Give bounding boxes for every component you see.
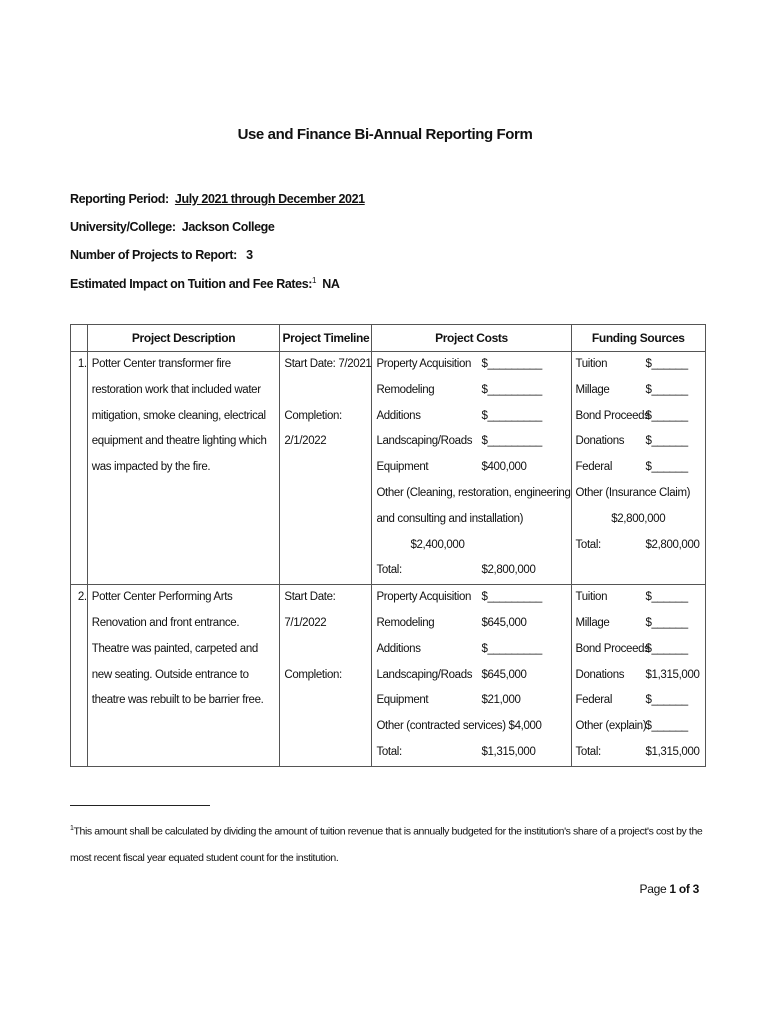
cost-amount: $_________ bbox=[481, 358, 542, 370]
fund-label: Millage bbox=[575, 616, 610, 629]
footnote-marker: 1 bbox=[70, 825, 74, 832]
cost-label: Remodeling bbox=[376, 616, 435, 629]
fund-label: Other (explain) bbox=[575, 720, 647, 733]
footnote-ref: 1 bbox=[312, 276, 317, 285]
projects-count bbox=[70, 248, 253, 262]
project-costs bbox=[372, 585, 571, 767]
fund-amount: $______ bbox=[645, 694, 688, 707]
fund-donations bbox=[572, 663, 706, 689]
cost-amount: $_________ bbox=[481, 435, 542, 448]
college bbox=[70, 220, 274, 234]
fund-tuition bbox=[572, 585, 706, 611]
fund-bond bbox=[572, 637, 706, 663]
fund-total-label: Total: bbox=[575, 745, 601, 758]
fund-total bbox=[572, 533, 706, 559]
completion-date: 2/1/2022 bbox=[284, 435, 327, 448]
fund-total-amount: $1,315,000 bbox=[645, 745, 700, 758]
fund-federal bbox=[572, 688, 706, 714]
cost-amount: $400,000 bbox=[481, 461, 527, 474]
completion-label: Completion: bbox=[284, 668, 342, 681]
fund-total bbox=[572, 740, 706, 766]
cost-amount: $_________ bbox=[481, 409, 542, 422]
fund-label: Donations bbox=[575, 668, 625, 681]
cost-label: Equipment bbox=[376, 461, 429, 474]
reporting-period bbox=[70, 192, 365, 206]
fund-label: Donations bbox=[575, 435, 625, 448]
fund-amount: $______ bbox=[645, 591, 688, 604]
projects-count-value: 3 bbox=[246, 248, 253, 262]
footnote-text: This amount shall be calculated by dividing the amount of tuition revenue that is annually budgeted for the institution's share of a project's cost by the most recent fiscal year equated student count for the institution. bbox=[70, 825, 703, 864]
fund-amount: $______ bbox=[645, 642, 688, 655]
cost-total bbox=[372, 558, 570, 584]
cost-amount: $645,000 bbox=[481, 668, 527, 681]
fund-donations bbox=[572, 429, 706, 455]
footnote bbox=[70, 816, 710, 871]
fund-amount: $1,315,000 bbox=[645, 668, 700, 681]
cost-other-label: Other (Cleaning, restoration, engineering bbox=[376, 486, 571, 499]
fund-total-label: Total: bbox=[575, 538, 601, 551]
fund-bond bbox=[572, 404, 706, 430]
cost-property bbox=[372, 585, 570, 611]
cost-property bbox=[372, 352, 570, 378]
cost-amount: $_________ bbox=[481, 642, 542, 655]
fund-amount: $______ bbox=[645, 358, 688, 370]
funding-sources bbox=[571, 585, 706, 767]
projects-count-label: Number of Projects to Report: bbox=[70, 248, 237, 262]
fund-total-amount: $2,800,000 bbox=[645, 538, 700, 551]
fund-amount: $______ bbox=[645, 383, 688, 396]
cost-label: Additions bbox=[376, 409, 421, 422]
projects-table bbox=[70, 324, 706, 767]
cost-total bbox=[372, 740, 570, 766]
college-value: Jackson College bbox=[181, 220, 275, 234]
cost-additions bbox=[372, 404, 570, 430]
cost-other-label-cont: and consulting and installation) bbox=[376, 512, 524, 525]
cost-landscaping bbox=[372, 663, 570, 689]
cost-additions bbox=[372, 637, 570, 663]
description-text: Potter Center transformer fire restoration work that included water mitigation, smoke cleaning, electrical equipment and theatre lighting which was impacted by the fire. bbox=[91, 358, 267, 474]
fund-label: Millage bbox=[575, 383, 610, 396]
cost-other: Other (contracted services) $4,000 bbox=[376, 720, 542, 733]
fund-millage bbox=[572, 611, 706, 637]
table-header-row bbox=[71, 325, 706, 352]
cost-label: Remodeling bbox=[376, 383, 435, 396]
page-total: 3 bbox=[692, 882, 699, 896]
footnote-divider bbox=[70, 805, 210, 806]
page-label: Page bbox=[639, 882, 667, 896]
fund-other bbox=[572, 714, 706, 740]
page-of: of bbox=[678, 882, 690, 896]
cost-equipment bbox=[372, 688, 570, 714]
page-number bbox=[640, 882, 699, 896]
fund-tuition bbox=[572, 352, 706, 378]
cost-amount: $645,000 bbox=[481, 616, 527, 629]
completion-label: Completion: bbox=[284, 409, 342, 422]
project-description bbox=[87, 352, 280, 585]
cost-total-label: Total: bbox=[376, 745, 402, 758]
header-funding: Funding Sources bbox=[571, 325, 706, 352]
row-number: 2. bbox=[71, 585, 88, 767]
cost-other-amount: $2,400,000 bbox=[410, 538, 465, 551]
cost-landscaping bbox=[372, 429, 570, 455]
cost-label: Equipment bbox=[376, 694, 429, 707]
cost-label: Landscaping/Roads bbox=[376, 435, 473, 448]
fund-label: Tuition bbox=[575, 591, 608, 604]
header-description: Project Description bbox=[87, 325, 280, 352]
fund-other-amount: $2,800,000 bbox=[611, 512, 666, 525]
row-number: 1. bbox=[71, 352, 88, 585]
project-costs bbox=[372, 352, 571, 585]
cost-label: Property Acquisition bbox=[376, 591, 472, 604]
header-number bbox=[71, 325, 88, 352]
fund-millage bbox=[572, 378, 706, 404]
form-title: Use and Finance Bi-Annual Reporting Form bbox=[237, 126, 533, 143]
start-date-label: Start Date: bbox=[284, 591, 336, 604]
cost-remodeling bbox=[372, 378, 570, 404]
fund-amount: $______ bbox=[645, 409, 688, 422]
tuition-impact-value: NA bbox=[322, 277, 340, 292]
fund-label: Bond Proceeds bbox=[575, 409, 650, 422]
cost-label: Landscaping/Roads bbox=[376, 668, 473, 681]
funding-sources bbox=[571, 352, 706, 585]
fund-label: Tuition bbox=[575, 358, 608, 370]
cost-label: Property Acquisition bbox=[376, 358, 472, 370]
cost-total-amount: $2,800,000 bbox=[481, 564, 536, 577]
fund-label: Federal bbox=[575, 694, 613, 707]
reporting-period-label: Reporting Period: bbox=[70, 192, 169, 206]
cost-remodeling bbox=[372, 611, 570, 637]
cost-amount: $_________ bbox=[481, 383, 542, 396]
college-label: University/College: bbox=[70, 220, 176, 234]
fund-amount: $______ bbox=[645, 461, 688, 474]
fund-amount: $______ bbox=[645, 616, 688, 629]
page-current: 1 bbox=[669, 882, 676, 896]
fund-amount: $______ bbox=[645, 720, 688, 733]
fund-amount: $______ bbox=[645, 435, 688, 448]
project-description bbox=[87, 585, 280, 767]
cost-label: Additions bbox=[376, 642, 421, 655]
header-costs: Project Costs bbox=[372, 325, 571, 352]
cost-amount: $21,000 bbox=[481, 694, 521, 707]
reporting-period-value: July 2021 through December 2021 bbox=[174, 192, 365, 206]
project-timeline bbox=[280, 585, 372, 767]
table-row bbox=[71, 352, 706, 585]
cost-equipment bbox=[372, 455, 570, 481]
start-date: 7/1/2022 bbox=[284, 616, 327, 629]
tuition-impact bbox=[70, 276, 340, 291]
project-timeline bbox=[280, 352, 372, 585]
header-timeline: Project Timeline bbox=[280, 325, 372, 352]
tuition-impact-label: Estimated Impact on Tuition and Fee Rates: bbox=[70, 277, 313, 292]
table-row bbox=[71, 585, 706, 767]
cost-amount: $_________ bbox=[481, 591, 542, 604]
description-text: Potter Center Performing Arts Renovation and front entrance. Theatre was painted, carpeted and new seating. Outside entrance to theatre was rebuilt to be barrier free. bbox=[91, 591, 264, 707]
fund-label: Federal bbox=[575, 461, 613, 474]
cost-total-label: Total: bbox=[376, 564, 402, 577]
fund-federal bbox=[572, 455, 706, 481]
start-date: Start Date: 7/2021 bbox=[284, 358, 372, 370]
fund-label: Bond Proceeds bbox=[575, 642, 650, 655]
fund-other-label: Other (Insurance Claim) bbox=[575, 486, 691, 499]
cost-total-amount: $1,315,000 bbox=[481, 745, 536, 758]
